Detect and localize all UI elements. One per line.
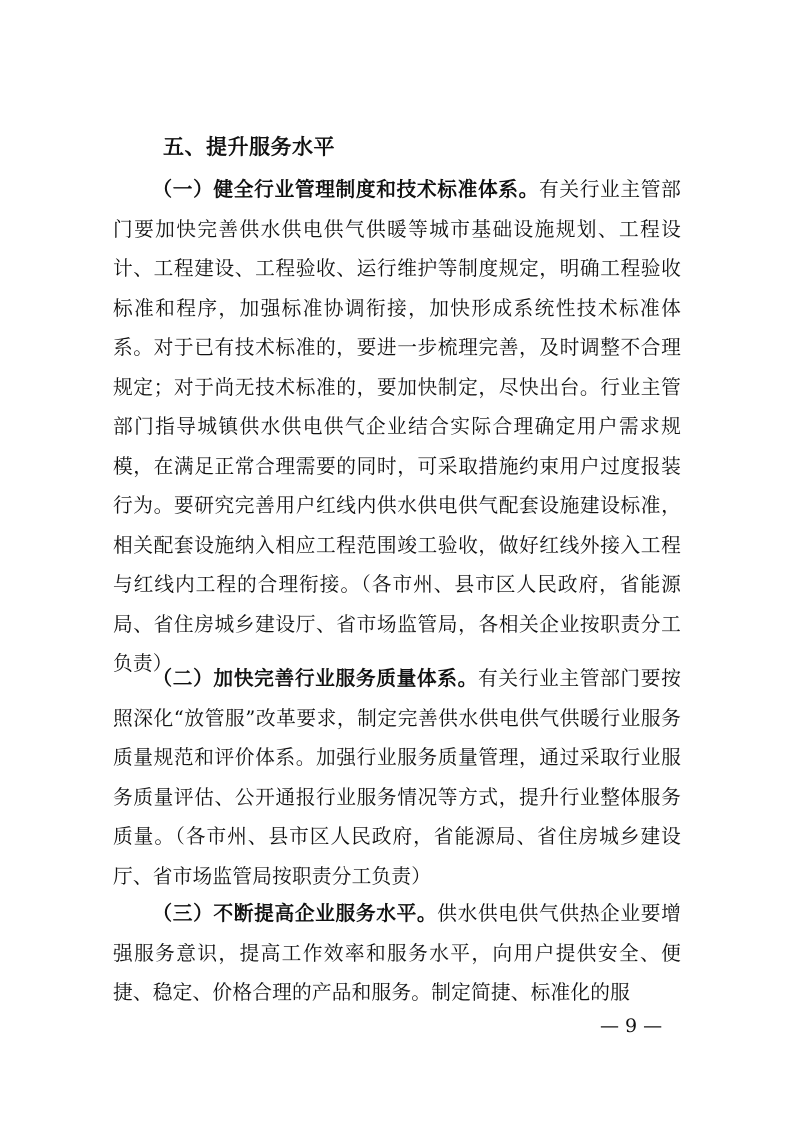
- paragraph-2-body: 有关行业主管部门要按照深化“放管服”改革要求，制定完善供水供电供气供暖行业服务质量规范和评价体系。加强行业服务质量管理，通过采取行业服务质量评估、公开通报行业服务情况等方式，提升行业整体服务质量。（各市州、县市区人民政府，省能源局、省住房城乡建设厅、省市场监管局按职责分工负责）: [113, 667, 682, 888]
- paragraph-1-lead: （一）健全行业管理制度和技术标准体系。: [152, 178, 540, 201]
- paragraph-2-lead: （二）加快完善行业服务质量体系。: [152, 667, 478, 690]
- paragraph-3-lead: （三）不断提高企业服务水平。: [152, 902, 438, 925]
- page-number: — 9 —: [600, 1015, 663, 1037]
- paragraph-1-body: 有关行业主管部门要加快完善供水供电供气供暖等城市基础设施规划、工程设计、工程建设、工程验收、运行维护等制度规定，明确工程验收标准和程序，加强标准协调衔接，加快形成系统性技术标准体系。对于已有技术标准的，要进一步梳理完善，及时调整不合理规定；对于尚无技术标准的，要加快制定，尽快出台。行业主管部门指导城镇供水供电供气企业结合实际合理确定用户需求规模，在满足正常合理需要的同时，可采取措施约束用户过度报装行为。要研究完善用户红线内供水供电供气配套设施建设标准，相关配套设施纳入相应工程范围竣工验收，做好红线外接入工程与红线内工程的合理衔接。（各市州、县市区人民政府，省能源局、省住房城乡建设厅、省市场监管局，各相关企业按职责分工负责）: [113, 178, 681, 675]
- paragraph-3-body: 供水供电供气供热企业要增强服务意识，提高工作效率和服务水平，向用户提供安全、便捷、稳定、价格合理的产品和服务。制定简捷、标准化的服: [113, 902, 681, 1004]
- section-title: 五、提升服务水平: [163, 135, 335, 159]
- paragraph-2: [113, 659, 681, 896]
- paragraph-3: [113, 894, 681, 1013]
- paragraph-1: [113, 170, 681, 684]
